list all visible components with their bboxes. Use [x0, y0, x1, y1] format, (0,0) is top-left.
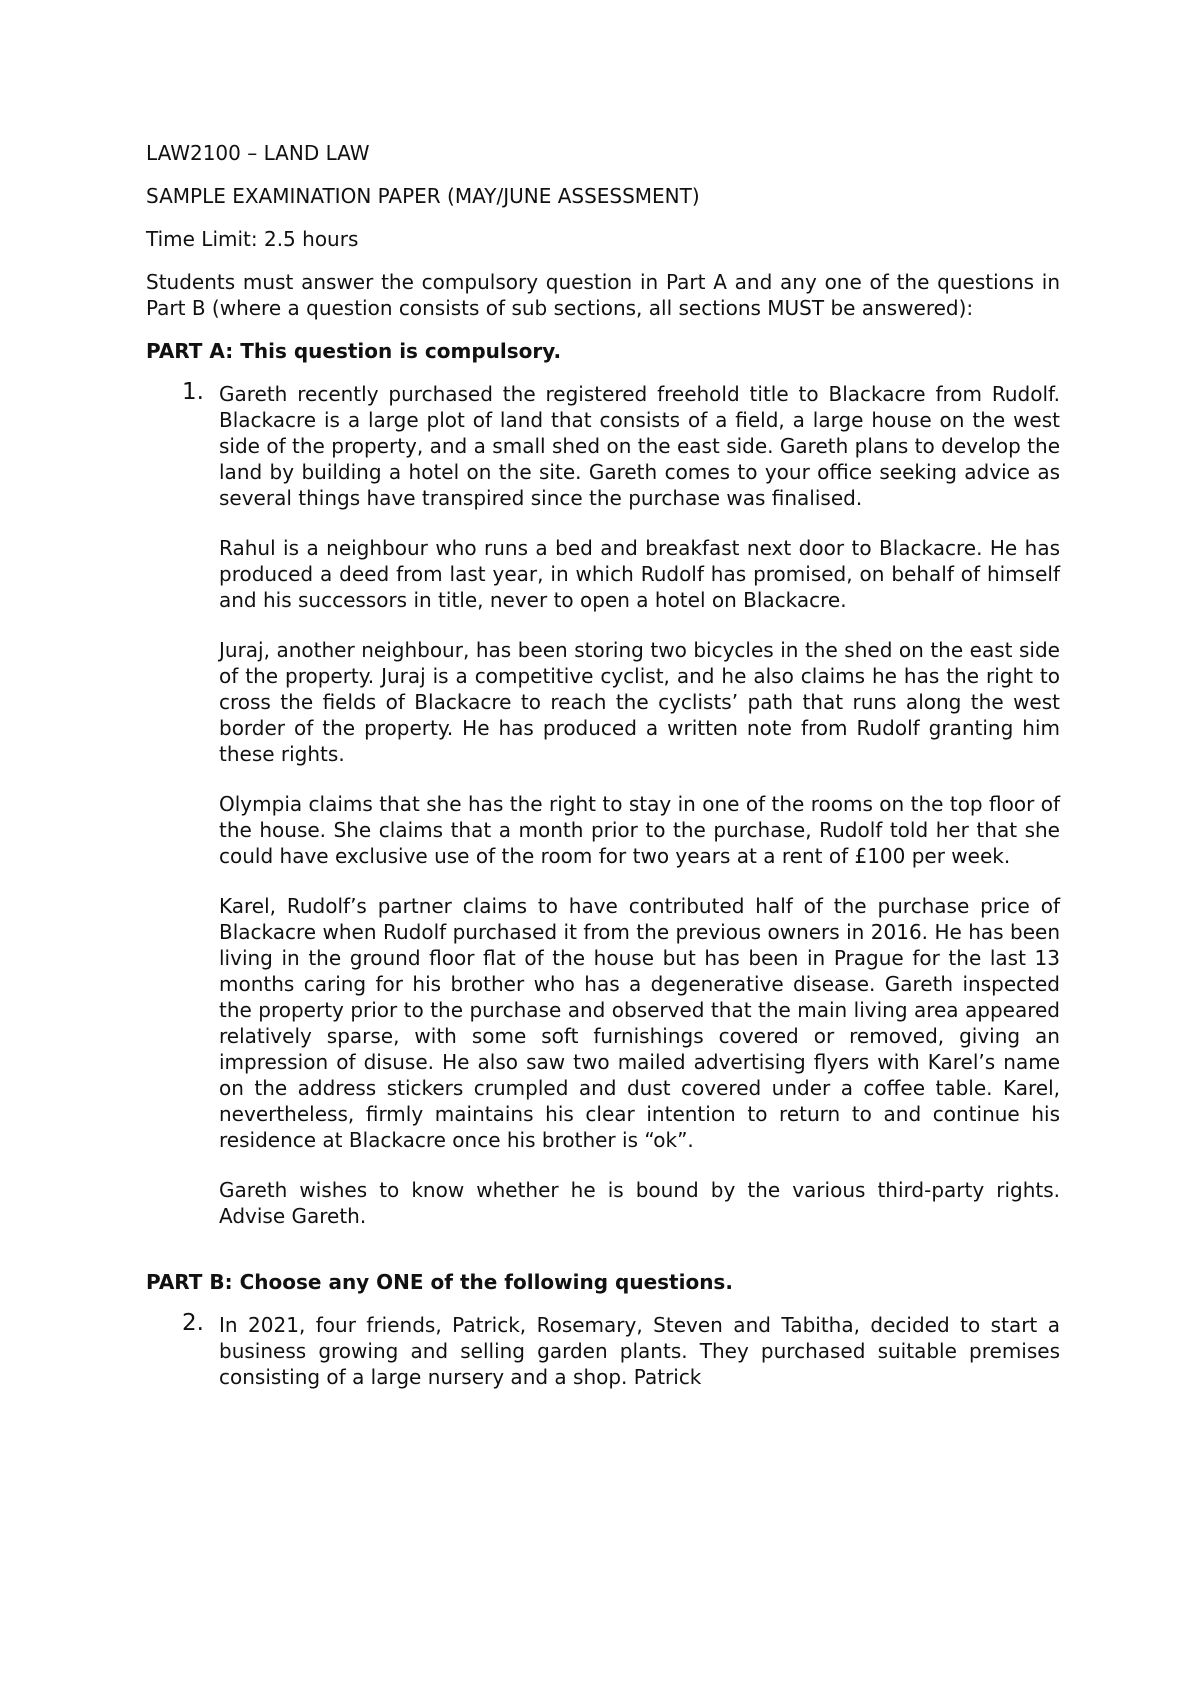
exam-instructions: Students must answer the compulsory question in Part A and any one of the questions in Part B (where a question consists of sub sections, all sections MUST be answered): — [146, 270, 1060, 320]
time-limit: Time Limit: 2.5 hours — [146, 227, 359, 251]
question-paragraph: Karel, Rudolf’s partner claims to have contributed half of the purchase price of Blackacre when Rudolf purchased it from the previous owners in 2016. He has been living in the ground floor flat of the house but has been in Prague for the last 13 months caring for his brother who has a degenerative disease. Gareth inspected the property prior to the purchase and observed that the main living area appeared relatively sparse, with some soft furnishings covered or removed, giving an impression of disuse. He also saw two mailed advertising flyers with Karel’s name on the address stickers crumpled and dust covered under a coffee table. Karel, nevertheless, firmly maintains his clear intention to return to and continue his residence at Blackacre once his brother is “ok”. — [219, 894, 1060, 1152]
question-paragraph: Rahul is a neighbour who runs a bed and breakfast next door to Blackacre. He has produced a deed from last year, in which Rudolf has promised, on behalf of himself and his successors in title, never to open a hotel on Blackacre. — [219, 536, 1060, 612]
part-a-heading: PART A: This question is compulsory. — [146, 339, 562, 363]
question-number: 1. — [182, 379, 204, 405]
question-paragraph: Gareth wishes to know whether he is bound by the various third-party rights. Advise Gareth. — [219, 1178, 1060, 1228]
question-paragraph: Gareth recently purchased the registered freehold title to Blackacre from Rudolf. Blackacre is a large plot of land that consists of a field, a large house on the west side of the property, and a small shed on the east side. Gareth plans to develop the land by building a hotel on the site. Gareth comes to your office seeking advice as several things have transpired since the purchase was finalised. — [219, 382, 1060, 510]
question-paragraph: Olympia claims that she has the right to stay in one of the rooms on the top floor of the house. She claims that a month prior to the purchase, Rudolf told her that she could have exclusive use of the room for two years at a rent of £100 per week. — [219, 792, 1060, 868]
question-2 — [146, 1312, 1060, 1390]
question-number: 2. — [182, 1310, 204, 1336]
question-1 — [146, 381, 1060, 1229]
exam-page — [146, 140, 1060, 1390]
question-paragraph: Juraj, another neighbour, has been storing two bicycles in the shed on the east side of the property. Juraj is a competitive cyclist, and he also claims he has the right to cross the fields of Blackacre to reach the cyclists’ path that runs along the west border of the property. He has produced a written note from Rudolf granting him these rights. — [219, 638, 1060, 766]
paper-title: SAMPLE EXAMINATION PAPER (MAY/JUNE ASSESSMENT) — [146, 184, 700, 208]
question-paragraph: In 2021, four friends, Patrick, Rosemary, Steven and Tabitha, decided to start a business growing and selling garden plants. They purchased suitable premises consisting of a large nursery and a shop. Patrick — [219, 1313, 1060, 1389]
part-b-heading: PART B: Choose any ONE of the following questions. — [146, 1270, 733, 1294]
course-title: LAW2100 – LAND LAW — [146, 141, 370, 165]
